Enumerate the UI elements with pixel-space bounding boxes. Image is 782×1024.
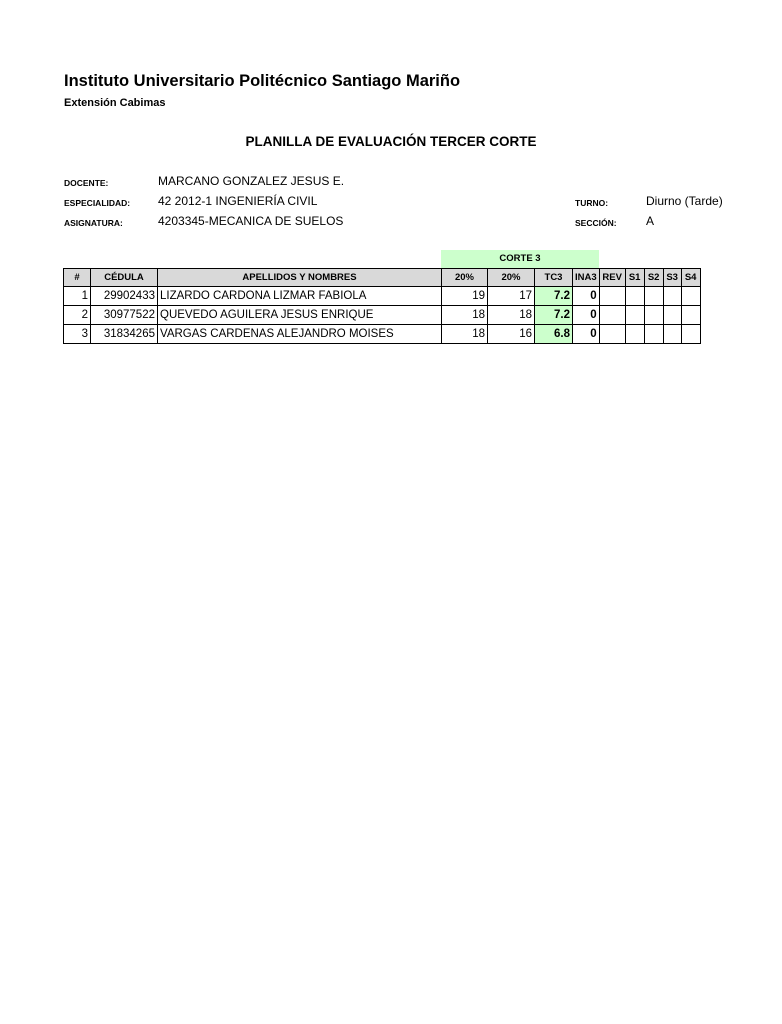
s4-cell — [681, 306, 700, 325]
docente-label: DOCENTE: — [64, 178, 109, 188]
s4-cell — [681, 325, 700, 344]
cedula-cell: 30977522 — [91, 306, 158, 325]
col-rev-header: REV — [599, 269, 625, 287]
rev-cell — [599, 287, 625, 306]
ina3-cell: 0 — [573, 287, 600, 306]
col-num-header: # — [64, 269, 91, 287]
row-number: 3 — [64, 325, 91, 344]
rev-cell — [599, 325, 625, 344]
turno-label: TURNO: — [575, 198, 609, 208]
eval1-cell: 18 — [442, 306, 488, 325]
seccion-value: A — [646, 214, 655, 228]
asignatura-label: ASIGNATURA: — [64, 218, 123, 228]
eval1-cell: 18 — [442, 325, 488, 344]
cedula-cell: 29902433 — [91, 287, 158, 306]
rev-cell — [599, 306, 625, 325]
col-s4-header: S4 — [681, 269, 700, 287]
col-eval1-header: 20% — [442, 269, 488, 287]
col-s1-header: S1 — [625, 269, 644, 287]
s3-cell — [663, 287, 681, 306]
ina3-cell: 0 — [573, 325, 600, 344]
tc3-cell: 7.2 — [535, 306, 573, 325]
asignatura-value: 4203345-MECANICA DE SUELOS — [158, 214, 344, 228]
s3-cell — [663, 306, 681, 325]
eval2-cell: 16 — [488, 325, 535, 344]
tc3-cell: 7.2 — [535, 287, 573, 306]
row-number: 2 — [64, 306, 91, 325]
turno-value: Diurno (Tarde) — [646, 194, 723, 208]
s2-cell — [644, 325, 663, 344]
tc3-cell: 6.8 — [535, 325, 573, 344]
s1-cell — [625, 287, 644, 306]
docente-value: MARCANO GONZALEZ JESUS E. — [158, 174, 345, 188]
col-ina3-header: INA3 — [573, 269, 600, 287]
col-eval2-header: 20% — [488, 269, 535, 287]
especialidad-label: ESPECIALIDAD: — [64, 198, 131, 208]
col-tc3-header: TC3 — [535, 269, 573, 287]
col-nombres-header: APELLIDOS Y NOMBRES — [158, 269, 442, 287]
table-header-row — [64, 269, 701, 287]
s1-cell — [625, 325, 644, 344]
table-row — [64, 325, 701, 344]
table-row — [64, 306, 701, 325]
eval1-cell: 19 — [442, 287, 488, 306]
s4-cell — [681, 287, 700, 306]
especialidad-value: 42 2012-1 INGENIERÍA CIVIL — [158, 194, 318, 208]
row-number: 1 — [64, 287, 91, 306]
student-name-cell: LIZARDO CARDONA LIZMAR FABIOLA — [158, 287, 442, 306]
s2-cell — [644, 287, 663, 306]
student-name-cell: VARGAS CARDENAS ALEJANDRO MOISES — [158, 325, 442, 344]
page-title: PLANILLA DE EVALUACIÓN TERCER CORTE — [245, 134, 537, 149]
eval2-cell: 18 — [488, 306, 535, 325]
cedula-cell: 31834265 — [91, 325, 158, 344]
seccion-label: SECCIÓN: — [575, 218, 617, 228]
s3-cell — [663, 325, 681, 344]
s2-cell — [644, 306, 663, 325]
corte-header: CORTE 3 — [441, 250, 599, 268]
col-cedula-header: CÉDULA — [91, 269, 158, 287]
table-row — [64, 287, 701, 306]
eval2-cell: 17 — [488, 287, 535, 306]
student-name-cell: QUEVEDO AGUILERA JESUS ENRIQUE — [158, 306, 442, 325]
s1-cell — [625, 306, 644, 325]
col-s2-header: S2 — [644, 269, 663, 287]
col-s3-header: S3 — [663, 269, 681, 287]
campus-extension: Extensión Cabimas — [64, 97, 166, 109]
grades-table — [63, 268, 701, 344]
ina3-cell: 0 — [573, 306, 600, 325]
institution-name: Instituto Universitario Politécnico Santiago Mariño — [64, 72, 461, 90]
